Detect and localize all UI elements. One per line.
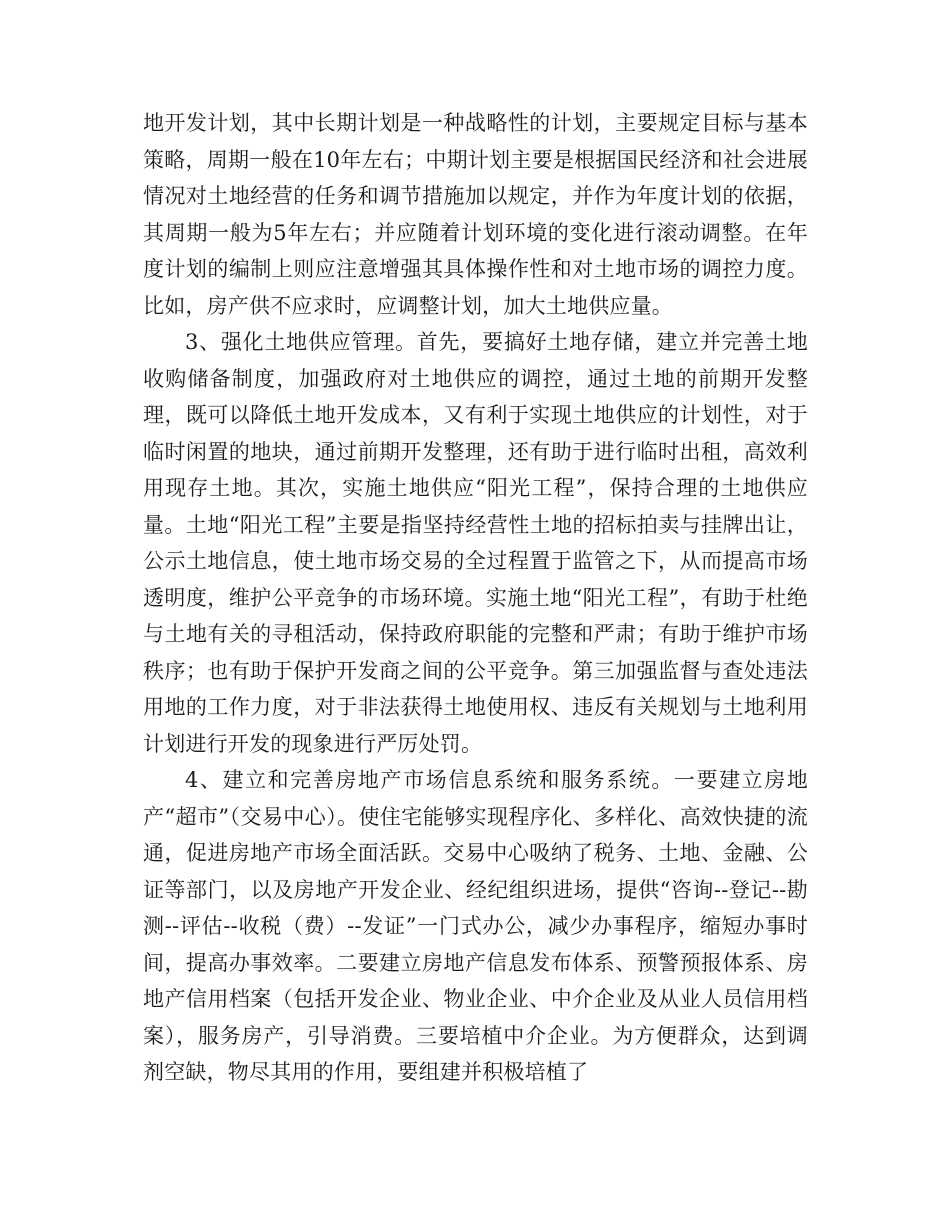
paragraph-land-supply: 3、强化土地供应管理。首先，要搞好土地存储，建立并完善土地收购储备制度，加强政府对土地供应的调控，通过土地的前期开发整理，既可以降低土地开发成本，又有利于实现土地供应的计划性，对于临时闲置的地块，通过前期开发整理，还有助于进行临时出租，高效利用现存土地。其次，实施土地供应“阳光工程”，保持合理的土地供应量。土地“阳光工程”主要是指坚持经营性土地的招标拍卖与挂牌出让，公示土地信息，使土地市场交易的全过程置于监管之下，从而提高市场透明度，维护公平竞争的市场环境。实施土地“阳光工程”，有助于杜绝与土地有关的寻租活动，保持政府职能的完整和严肃；有助于维护市场秩序；也有助于保护开发商之间的公平竞争。第三加强监督与查处违法用地的工作力度，对于非法获得土地使用权、违反有关规划与土地利用计划进行开发的现象进行严厉处罚。 xyxy=(143,330,808,756)
paragraph-info-system: 4、建立和完善房地产市场信息系统和服务系统。一要建立房地产“超市”（交易中心）。使住宅能够实现程序化、多样化、高效快捷的流通，促进房地产市场全面活跃。交易中心吸纳了税务、土地、金融、公证等部门，以及房地产开发企业、经纪组织进场，提供“咨询--登记--勘测--评估--收税（费）--发证”一门式办公，减少办事程序，缩短办事时间，提高办事效率。二要建立房地产信息发布体系、预警预报体系、房地产信用档案（包括开发企业、物业企业、中介企业及从业人员信用档案），服务房产，引导消费。三要培植中介企业。为方便群众，达到调剂空缺，物尽其用的作用，要组建并积极培植了 xyxy=(143,768,808,1084)
paragraph-continued: 地开发计划，其中长期计划是一种战略性的计划，主要规定目标与基本策略，周期一般在10年左右；中期计划主要是根据国民经济和社会进展情况对土地经营的任务和调节措施加以规定，并作为年度计划的依据，其周期一般为5年左右；并应随着计划环境的变化进行滚动调整。在年度计划的编制上则应注意增强其具体操作性和对土地市场的调控力度。比如，房产供不应求时，应调整计划，加大土地供应量。 xyxy=(143,111,808,318)
document-body xyxy=(143,105,808,1091)
